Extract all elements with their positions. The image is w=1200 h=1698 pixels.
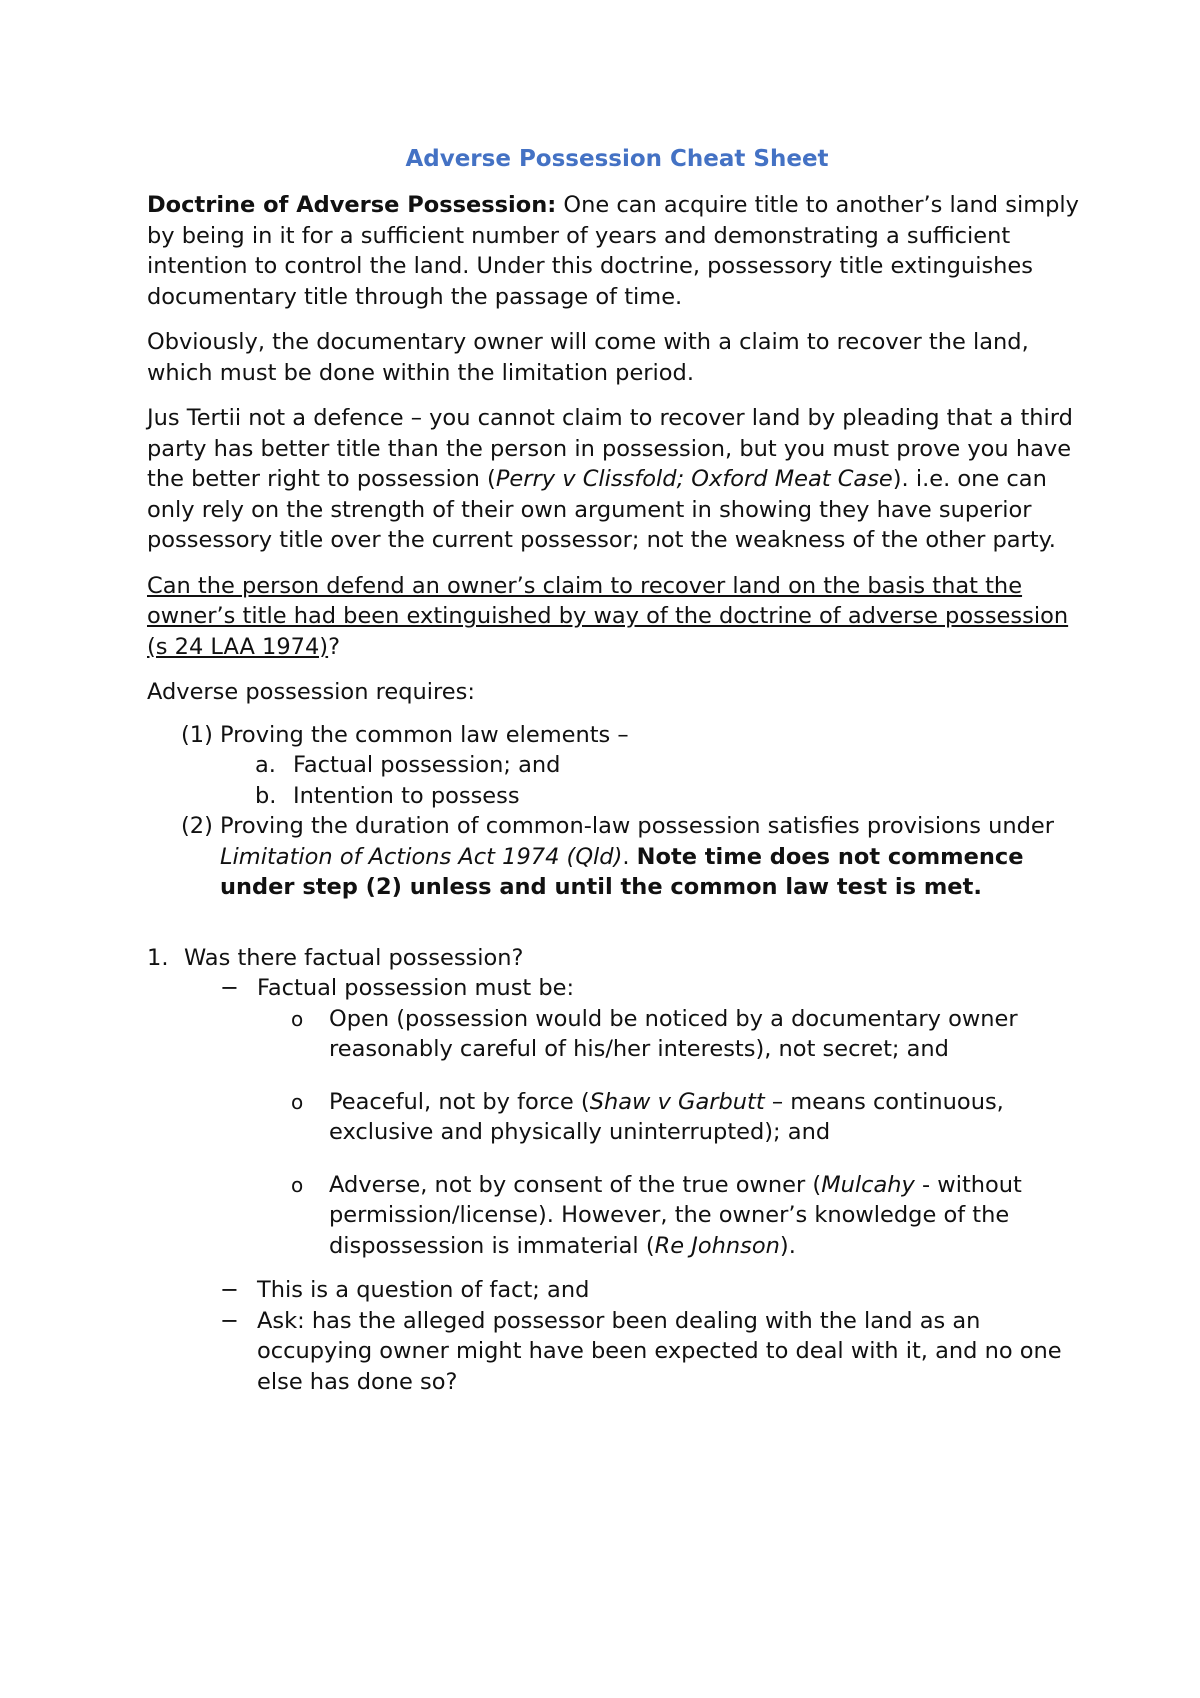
document-title: Adverse Possession Cheat Sheet	[405, 146, 829, 172]
list-item-text: Intention to possess	[293, 782, 520, 809]
list-item-text: ).	[779, 1232, 796, 1259]
dash-marker: −	[220, 975, 239, 1001]
list-item	[147, 973, 1087, 1261]
time-note: Note time does not commence under step (2) unless and until the common law test is met.	[220, 843, 1024, 900]
list-item-text: .	[622, 843, 637, 870]
key-question	[147, 571, 1087, 663]
list-item-text: Adverse, not by consent of the true owner (	[329, 1171, 822, 1198]
dash-marker: −	[220, 1307, 239, 1334]
list-item-text: Was there factual possession?	[184, 944, 524, 971]
list-item	[147, 781, 1087, 812]
circle-bullet-icon: o	[291, 1089, 304, 1114]
list-item	[147, 943, 1087, 1398]
circle-list	[257, 1004, 1087, 1262]
list-item	[147, 1275, 1087, 1306]
list-item-text: – means continuous, exclusive and physically uninterrupted); and	[329, 1088, 1004, 1145]
doctrine-text: One can acquire title to another’s land simply by being in it for a sufficient number of years and demonstrating a sufficient intention to control the land. Under this doctrine, possessory title extinguishes documentary title through the passage of time.	[147, 192, 1079, 310]
list-item	[147, 1087, 1087, 1148]
list-item-text: Ask: has the alleged possessor been dealing with the land as an occupying owner might have been expected to deal with it, and no one else has done so?	[257, 1307, 1062, 1395]
case-citation: Re Johnson	[654, 1232, 780, 1259]
list-item	[147, 1306, 1087, 1398]
list-marker: (1)	[181, 721, 213, 748]
circle-bullet-icon: o	[291, 1006, 304, 1031]
circle-bullet-icon: o	[291, 1172, 304, 1197]
list-item-text: Proving the duration of common-law possession satisfies provisions under	[220, 813, 1054, 839]
document-body	[147, 144, 1087, 1397]
jus-tertii-text-a: Jus Tertii not a defence – you cannot claim to recover land by pleading that a third party has better title than the person in possession, but you must prove you have the better right to possession (	[147, 405, 1073, 492]
list-marker: b.	[255, 782, 277, 809]
list-item	[147, 1170, 1087, 1262]
list-marker: a.	[255, 752, 276, 778]
jus-tertii-paragraph	[147, 403, 1087, 556]
key-question-end: ?	[328, 633, 341, 660]
list-item-text: This is a question of fact; and	[257, 1277, 590, 1303]
dash-list	[184, 973, 1087, 1397]
list-item-text: Open (possession would be noticed by a documentary owner reasonably careful of his/her interests), not secret; and	[329, 1005, 1018, 1062]
list-item-text: - without permission/license). However, the owner’s knowledge of the dispossession is immaterial (	[329, 1171, 1022, 1259]
key-question-underlined: Can the person defend an owner’s claim to recover land on the basis that the owner’s title had been extinguished by way of the doctrine of adverse possession (s 24 LAA 1974)	[147, 572, 1069, 660]
list-item	[147, 811, 1087, 903]
doctrine-lead: Doctrine of Adverse Possession:	[147, 192, 557, 218]
jus-tertii-text-b: ). i.e. one can only rely on the strength of their own argument in showing they have superior possessory title over the current possessor; not the weakness of the other party.	[147, 466, 1056, 553]
case-citation: Mulcahy	[821, 1171, 915, 1198]
limitation-paragraph: Obviously, the documentary owner will come with a claim to recover the land, which must be done within the limitation period.	[147, 329, 1029, 386]
list-item-text: Factual possession must be:	[257, 975, 575, 1001]
jus-tertii-case: Perry v Clissfold; Oxford Meat Case	[495, 466, 893, 492]
list-marker: 1.	[147, 944, 169, 971]
list-marker: (2)	[181, 813, 213, 839]
requirements-list	[147, 720, 1087, 903]
requires-heading: Adverse possession requires:	[147, 679, 475, 705]
list-item	[147, 720, 1087, 812]
case-citation: Shaw v Garbutt	[589, 1088, 765, 1115]
list-item	[147, 750, 1087, 781]
sublist	[147, 750, 1087, 811]
analysis-list	[147, 943, 1087, 1398]
list-item-text: Factual possession; and	[293, 752, 561, 778]
act-citation: Limitation of Actions Act 1974 (Qld)	[220, 843, 623, 870]
list-item-text: Proving the common law elements –	[220, 721, 629, 748]
list-item-text: Peaceful, not by force (	[329, 1088, 590, 1115]
doctrine-paragraph	[147, 190, 1087, 312]
dash-marker: −	[220, 1277, 239, 1303]
list-item	[147, 1004, 1087, 1065]
